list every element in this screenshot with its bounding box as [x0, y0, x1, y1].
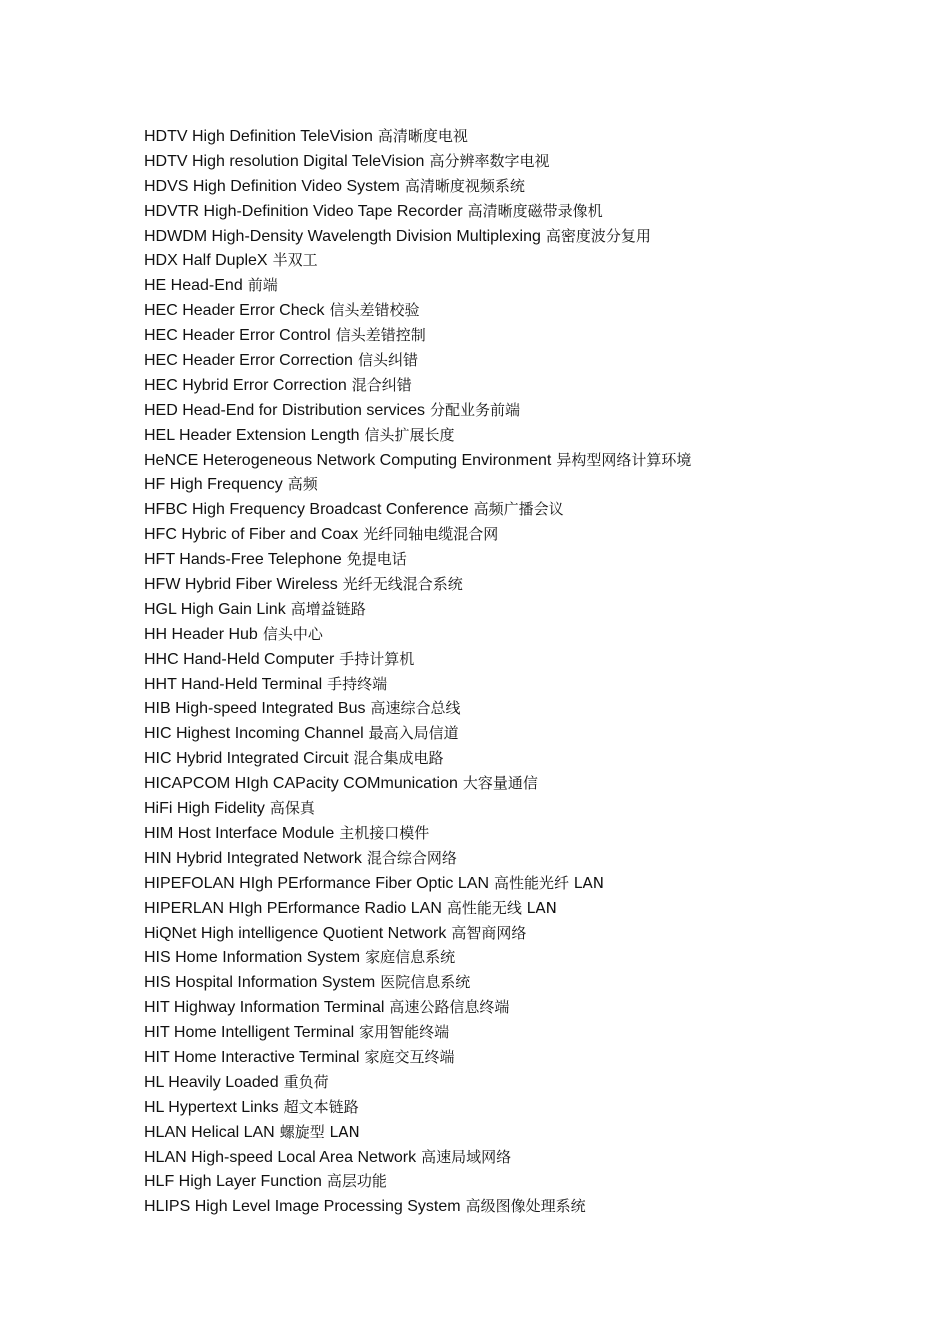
glossary-entry: [144, 1145, 904, 1170]
glossary-entry: [144, 622, 904, 647]
entry-term: HIC Hybrid Integrated Circuit: [144, 750, 349, 768]
entry-term: HLF High Layer Function: [144, 1173, 322, 1191]
glossary-entry: [144, 149, 904, 174]
entry-translation: 高清晰度视频系统: [404, 176, 525, 195]
entry-translation: 高速公路信息终端: [389, 998, 510, 1017]
glossary-entry: [144, 1120, 904, 1145]
entry-term: HiQNet High intelligence Quotient Network: [144, 924, 447, 942]
entry-term: HLAN High-speed Local Area Network: [144, 1148, 417, 1166]
entry-term: HDTV High Definition TeleVision: [144, 128, 373, 145]
entry-translation: 混合纠错: [351, 375, 412, 394]
glossary-entry: [144, 298, 904, 323]
entry-translation: 超文本链路: [283, 1097, 359, 1116]
glossary-entry: [144, 1169, 904, 1194]
entry-translation: 手持终端: [327, 674, 388, 693]
entry-translation: 家用智能终端: [359, 1023, 450, 1042]
glossary-entry: [144, 945, 904, 970]
entry-translation: 医院信息系统: [380, 973, 471, 992]
entry-term: HEC Header Error Control: [144, 327, 331, 345]
glossary-entry: [144, 273, 904, 298]
entry-term: HE Head-End: [144, 277, 243, 295]
entry-translation: 高清晰度磁带录像机: [467, 201, 603, 220]
entry-term: HEC Hybrid Error Correction: [144, 376, 347, 394]
entry-term: HIPEFOLAN HIgh PErformance Fiber Optic LAN: [144, 874, 489, 892]
entry-translation: 家庭信息系统: [365, 948, 456, 967]
glossary-entry: [144, 970, 904, 995]
glossary-entry: [144, 1095, 904, 1120]
entry-translation: 光纤同轴电缆混合网: [363, 525, 499, 544]
entry-term: HHC Hand-Held Computer: [144, 650, 335, 668]
entry-translation: 分配业务前端: [430, 400, 521, 419]
glossary-entry: [144, 174, 904, 199]
glossary-entry: [144, 721, 904, 746]
entry-term: HICAPCOM HIgh CAPacity COMmunication: [144, 775, 458, 793]
entry-term: HIT Highway Information Terminal: [144, 999, 385, 1017]
glossary-entry: [144, 199, 904, 224]
entry-translation: 螺旋型 LAN: [279, 1122, 360, 1141]
glossary-entry: [144, 224, 904, 249]
entry-translation: 高频: [287, 475, 318, 494]
entry-translation: 家庭交互终端: [364, 1047, 455, 1066]
entry-translation: 混合综合网络: [366, 848, 457, 867]
glossary-entry: [144, 348, 904, 373]
entry-term: HeNCE Heterogeneous Network Computing Environment: [144, 451, 552, 469]
entry-translation: 高分辨率数字电视: [429, 151, 550, 170]
glossary-entry: [144, 896, 904, 921]
glossary-entry: [144, 472, 904, 497]
entry-translation: 手持计算机: [339, 649, 415, 668]
entry-term: HIC Highest Incoming Channel: [144, 725, 364, 743]
entry-translation: 异构型网络计算环境: [556, 450, 692, 469]
glossary-entry: [144, 398, 904, 423]
entry-translation: 免提电话: [346, 550, 407, 569]
entry-term: HL Hypertext Links: [144, 1098, 279, 1116]
entry-term: HDVS High Definition Video System: [144, 177, 400, 195]
entry-term: HIPERLAN HIgh PErformance Radio LAN: [144, 899, 442, 917]
entry-translation: 主机接口模件: [339, 823, 430, 842]
glossary-entry: [144, 821, 904, 846]
entry-term: HEL Header Extension Length: [144, 426, 360, 444]
entry-translation: 高频广播会议: [473, 500, 564, 519]
entry-term: HDX Half DupleX: [144, 252, 268, 270]
glossary-entry: [144, 1045, 904, 1070]
glossary-entry: [144, 672, 904, 697]
entry-term: HFT Hands-Free Telephone: [144, 551, 342, 569]
glossary-entry: [144, 1194, 904, 1219]
entry-translation: 高保真: [269, 799, 315, 818]
entry-translation: 高级图像处理系统: [465, 1197, 586, 1216]
entry-term: HIT Home Intelligent Terminal: [144, 1024, 355, 1042]
entry-term: HLAN Helical LAN: [144, 1123, 275, 1141]
glossary-entry: [144, 1020, 904, 1045]
glossary-entry: [144, 921, 904, 946]
entry-term: HFBC High Frequency Broadcast Conference: [144, 501, 469, 519]
entry-term: HIM Host Interface Module: [144, 824, 335, 842]
entry-translation: 高性能无线 LAN: [446, 898, 557, 917]
entry-term: HGL High Gain Link: [144, 600, 286, 618]
glossary-entry: [144, 696, 904, 721]
entry-translation: 高速综合总线: [370, 699, 461, 718]
glossary-entry: [144, 522, 904, 547]
entry-term: HED Head-End for Distribution services: [144, 401, 425, 419]
glossary-entry: [144, 1070, 904, 1095]
glossary-entry: [144, 846, 904, 871]
entry-term: HLIPS High Level Image Processing System: [144, 1198, 461, 1216]
glossary-entry: [144, 796, 904, 821]
entry-translation: 信头扩展长度: [364, 425, 455, 444]
entry-term: HIS Hospital Information System: [144, 974, 376, 992]
entry-term: HIS Home Information System: [144, 949, 361, 967]
glossary-entry: [144, 572, 904, 597]
entry-term: HEC Header Error Check: [144, 302, 325, 320]
entry-translation: 高层功能: [326, 1172, 387, 1191]
entry-term: HDWDM High-Density Wavelength Division Multiplexing: [144, 227, 541, 245]
entry-translation: 高密度波分复用: [545, 226, 651, 245]
entry-translation: 高增益链路: [290, 599, 366, 618]
entry-term: HFC Hybric of Fiber and Coax: [144, 526, 359, 544]
glossary-entry: [144, 124, 904, 149]
glossary-entry: [144, 547, 904, 572]
entry-translation: 前端: [247, 276, 278, 295]
entry-term: HDVTR High-Definition Video Tape Recorder: [144, 202, 463, 220]
entry-translation: 信头中心: [262, 624, 323, 643]
entry-translation: 高速局域网络: [421, 1147, 512, 1166]
entry-term: HDTV High resolution Digital TeleVision: [144, 152, 425, 170]
entry-translation: 信头差错控制: [335, 326, 426, 345]
entry-translation: 重负荷: [283, 1072, 329, 1091]
entry-translation: 高性能光纤 LAN: [494, 873, 604, 892]
glossary-entry: [144, 423, 904, 448]
glossary-entry: [144, 995, 904, 1020]
glossary-list: [144, 124, 904, 1219]
entry-term: HHT Hand-Held Terminal: [144, 675, 323, 693]
entry-translation: 光纤无线混合系统: [342, 575, 463, 594]
glossary-entry: [144, 746, 904, 771]
entry-translation: 高清晰度电视: [377, 127, 468, 145]
glossary-entry: [144, 448, 904, 473]
entry-translation: 混合集成电路: [353, 749, 444, 768]
entry-term: HL Heavily Loaded: [144, 1073, 279, 1091]
entry-term: HH Header Hub: [144, 625, 258, 643]
glossary-entry: [144, 597, 904, 622]
entry-term: HIN Hybrid Integrated Network: [144, 849, 362, 867]
glossary-entry: [144, 248, 904, 273]
entry-term: HFW Hybrid Fiber Wireless: [144, 576, 338, 594]
entry-term: HiFi High Fidelity: [144, 800, 265, 818]
entry-translation: 最高入局信道: [368, 724, 459, 743]
glossary-entry: [144, 871, 904, 896]
entry-translation: 信头差错校验: [329, 301, 420, 320]
glossary-entry: [144, 771, 904, 796]
entry-term: HIB High-speed Integrated Bus: [144, 700, 366, 718]
glossary-entry: [144, 647, 904, 672]
glossary-entry: [144, 497, 904, 522]
entry-translation: 大容量通信: [462, 774, 538, 793]
glossary-entry: [144, 323, 904, 348]
glossary-entry: [144, 373, 904, 398]
entry-translation: 高智商网络: [451, 923, 527, 942]
entry-term: HIT Home Interactive Terminal: [144, 1048, 360, 1066]
entry-term: HEC Header Error Correction: [144, 352, 353, 370]
entry-term: HF High Frequency: [144, 476, 283, 494]
entry-translation: 半双工: [272, 251, 318, 270]
entry-translation: 信头纠错: [357, 351, 418, 370]
